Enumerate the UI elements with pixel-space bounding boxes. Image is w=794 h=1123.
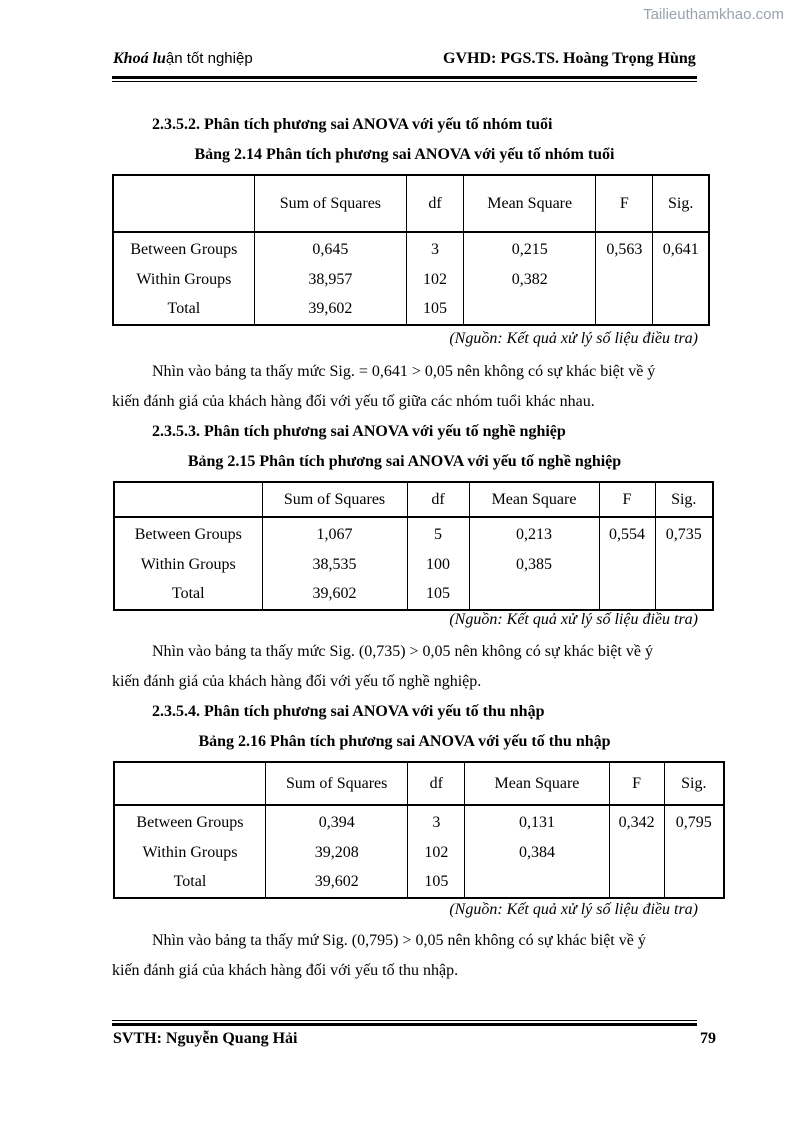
header-cell (113, 175, 254, 232)
cell-df: 100 (407, 550, 469, 580)
cell-sum-of-squares: 38,535 (262, 550, 407, 580)
footer-rule-thick (112, 1023, 697, 1026)
paragraph-line: Nhìn vào bảng ta thấy mức Sig. = 0,641 > 0,05 nên không có sự khác biệt về ý (152, 363, 656, 380)
cell-df: 105 (408, 867, 465, 898)
cell-mean-square: 0,213 (469, 517, 599, 550)
cell-df: 102 (408, 838, 465, 868)
cell-mean-square (469, 579, 599, 610)
page-number: 79 (700, 1030, 716, 1047)
section-heading: 2.3.5.3. Phân tích phương sai ANOVA với yếu tố nghề nghiệp (152, 423, 566, 440)
cell-mean-square (464, 294, 596, 325)
header-cell: Sig. (653, 175, 709, 232)
cell-df: 5 (407, 517, 469, 550)
cell-sum-of-squares: 39,602 (262, 579, 407, 610)
header-cell: Sig. (655, 482, 713, 517)
header-cell: Sig. (664, 762, 724, 805)
cell-sum-of-squares: 39,602 (254, 294, 406, 325)
cell-f (609, 867, 664, 898)
row-label: Between Groups (113, 232, 254, 265)
row-label: Within Groups (114, 838, 265, 868)
anova-table-occupation (113, 481, 714, 611)
header-cell: Mean Square (469, 482, 599, 517)
table-row (113, 294, 709, 325)
header-cell: df (407, 482, 469, 517)
row-label: Within Groups (113, 265, 254, 295)
cell-mean-square: 0,131 (465, 805, 609, 838)
cell-sig (653, 265, 709, 295)
cell-sum-of-squares: 38,957 (254, 265, 406, 295)
cell-mean-square: 0,384 (465, 838, 609, 868)
row-label: Total (113, 294, 254, 325)
cell-mean-square: 0,215 (464, 232, 596, 265)
cell-mean-square (465, 867, 609, 898)
row-label: Total (114, 867, 265, 898)
cell-f (596, 265, 653, 295)
cell-f (599, 550, 655, 580)
table-row (114, 805, 724, 838)
header-cell: F (596, 175, 653, 232)
cell-sig (655, 579, 713, 610)
header-cell: F (609, 762, 664, 805)
table-row (114, 579, 713, 610)
cell-df: 102 (406, 265, 463, 295)
table-row (114, 867, 724, 898)
cell-df: 3 (406, 232, 463, 265)
header-cell (114, 482, 262, 517)
watermark: Tailieuthamkhao.com (643, 6, 784, 23)
cell-sum-of-squares: 0,645 (254, 232, 406, 265)
cell-sig (664, 838, 724, 868)
cell-df: 3 (408, 805, 465, 838)
cell-sig (655, 550, 713, 580)
header-cell: Mean Square (464, 175, 596, 232)
cell-mean-square: 0,382 (464, 265, 596, 295)
row-label: Between Groups (114, 517, 262, 550)
header-cell: F (599, 482, 655, 517)
header-thesis-label-italic: Khoá lu (113, 50, 166, 67)
cell-sig: 0,795 (664, 805, 724, 838)
cell-sig (653, 294, 709, 325)
header-cell: Sum of Squares (254, 175, 406, 232)
cell-f: 0,563 (596, 232, 653, 265)
table-row (113, 265, 709, 295)
cell-f (609, 838, 664, 868)
cell-sig: 0,641 (653, 232, 709, 265)
paragraph-line: Nhìn vào bảng ta thấy mức Sig. (0,735) > 0,05 nên không có sự khác biệt về ý (152, 643, 653, 660)
anova-table-age (112, 174, 710, 326)
footer-rule-thin (112, 1020, 697, 1021)
table-source-note: (Nguồn: Kết quả xử lý số liệu điều tra) (449, 330, 698, 347)
section-heading: 2.3.5.2. Phân tích phương sai ANOVA với yếu tố nhóm tuổi (152, 116, 553, 133)
row-label: Total (114, 579, 262, 610)
cell-df: 105 (407, 579, 469, 610)
cell-sig (664, 867, 724, 898)
table-row (114, 838, 724, 868)
cell-f (596, 294, 653, 325)
header-thesis-label-rest: ận tốt nghiệp (165, 50, 253, 67)
table-caption: Bảng 2.16 Phân tích phương sai ANOVA với yếu tố thu nhập (198, 733, 611, 750)
header-rule-thick (112, 76, 697, 79)
header-supervisor: GVHD: PGS.TS. Hoàng Trọng Hùng (443, 50, 696, 67)
header-cell: Sum of Squares (265, 762, 407, 805)
anova-table-income (113, 761, 725, 899)
cell-f (599, 579, 655, 610)
cell-f: 0,554 (599, 517, 655, 550)
table-header-row (114, 482, 713, 517)
table-header-row (114, 762, 724, 805)
header-cell: df (406, 175, 463, 232)
paragraph-line: Nhìn vào bảng ta thấy mứ Sig. (0,795) > 0,05 nên không có sự khác biệt về ý (152, 932, 646, 949)
cell-sum-of-squares: 39,208 (265, 838, 407, 868)
table-header-row (113, 175, 709, 232)
header-cell: df (408, 762, 465, 805)
table-row (114, 517, 713, 550)
header-cell: Mean Square (465, 762, 609, 805)
table-source-note: (Nguồn: Kết quả xử lý số liệu điều tra) (449, 611, 698, 628)
table-row (113, 232, 709, 265)
paragraph-line: kiến đánh giá của khách hàng đối với yếu tố nghề nghiệp. (112, 673, 482, 690)
cell-sum-of-squares: 39,602 (265, 867, 407, 898)
table-row (114, 550, 713, 580)
footer-author: SVTH: Nguyễn Quang Hải (113, 1030, 298, 1047)
header-thesis-label (113, 50, 253, 68)
header-cell (114, 762, 265, 805)
cell-sum-of-squares: 1,067 (262, 517, 407, 550)
row-label: Between Groups (114, 805, 265, 838)
cell-f: 0,342 (609, 805, 664, 838)
table-caption: Bảng 2.14 Phân tích phương sai ANOVA với yếu tố nhóm tuổi (194, 146, 615, 163)
table-caption: Bảng 2.15 Phân tích phương sai ANOVA với yếu tố nghề nghiệp (187, 453, 622, 470)
table-source-note: (Nguồn: Kết quả xử lý số liệu điều tra) (449, 901, 698, 918)
row-label: Within Groups (114, 550, 262, 580)
header-rule-thin (112, 81, 697, 82)
header-cell: Sum of Squares (262, 482, 407, 517)
paragraph-line: kiến đánh giá của khách hàng đối với yếu tố giữa các nhóm tuổi khác nhau. (112, 393, 595, 410)
cell-sum-of-squares: 0,394 (265, 805, 407, 838)
cell-mean-square: 0,385 (469, 550, 599, 580)
paragraph-line: kiến đánh giá của khách hàng đối với yếu tố thu nhập. (112, 962, 459, 979)
section-heading: 2.3.5.4. Phân tích phương sai ANOVA với yếu tố thu nhập (152, 703, 545, 720)
cell-df: 105 (406, 294, 463, 325)
cell-sig: 0,735 (655, 517, 713, 550)
